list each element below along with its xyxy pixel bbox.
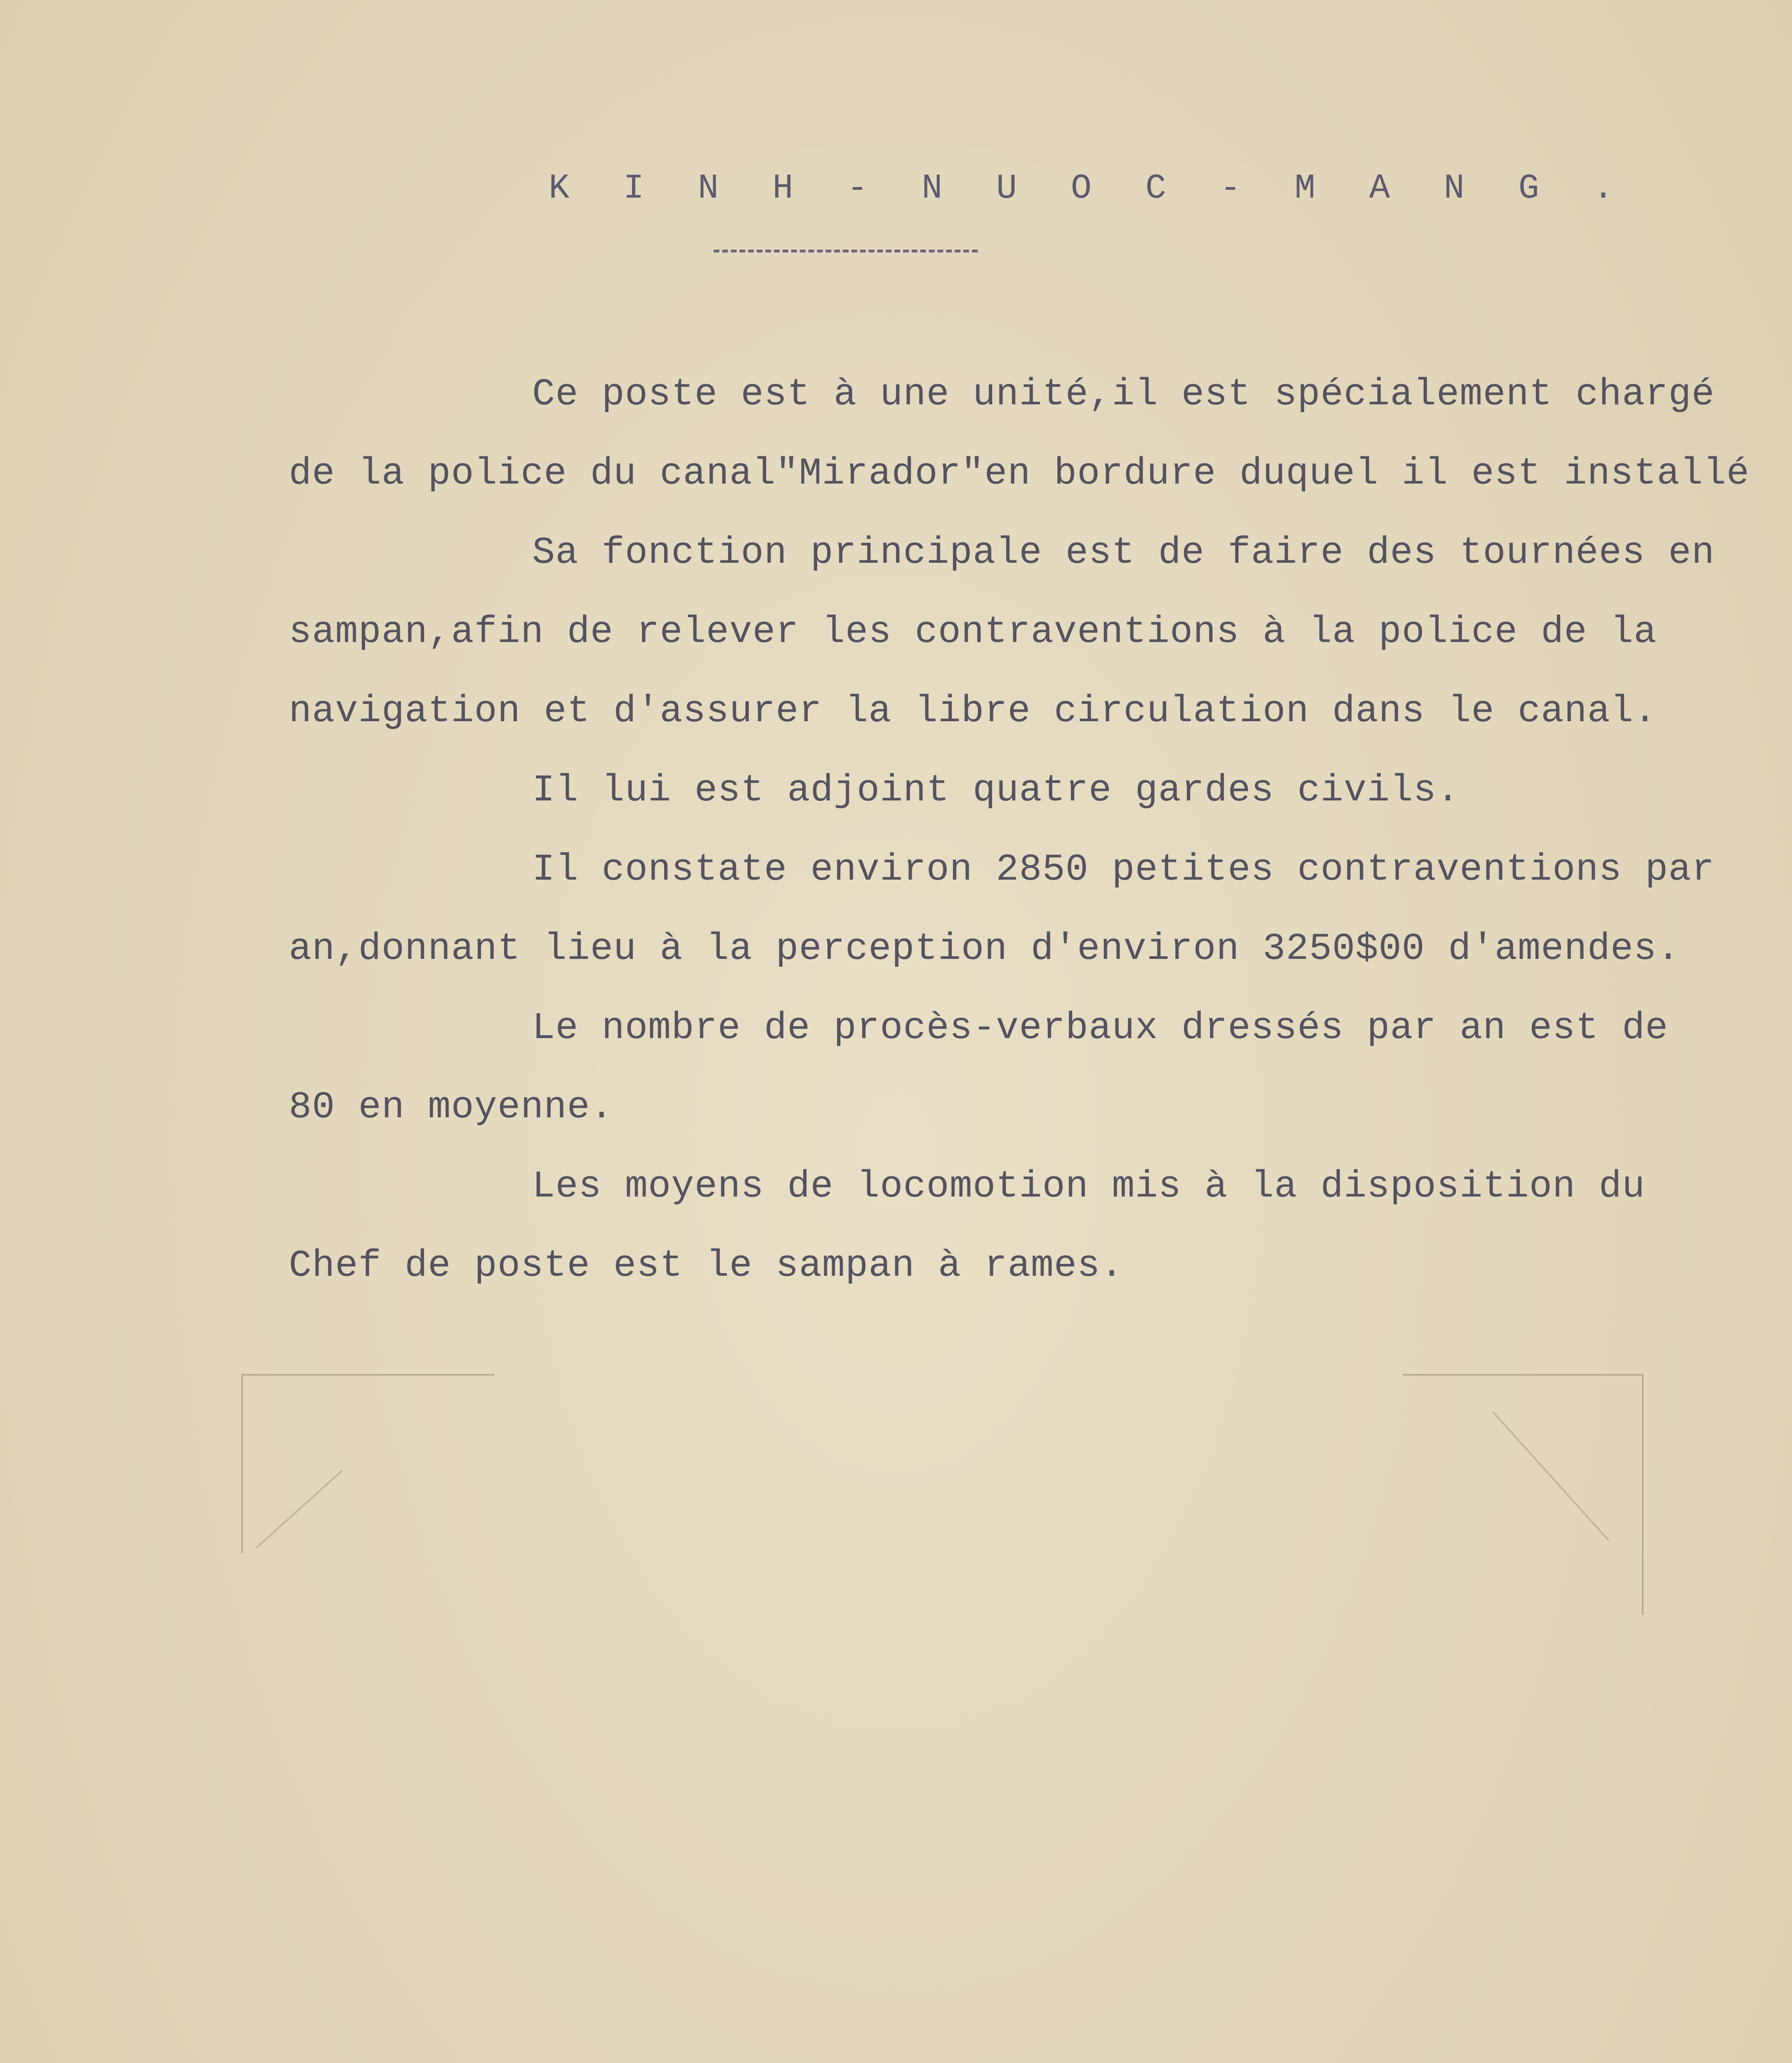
text-line: de la police du canal"Mirador"en bordure duquel il est installé bbox=[289, 452, 1750, 495]
text-line: Le nombre de procès-verbaux dressés par an est de bbox=[532, 1006, 1669, 1050]
text-line: Ce poste est à une unité,il est spécialement chargé bbox=[532, 373, 1715, 416]
text-line: Sa fonction principale est de faire des tournées en bbox=[532, 531, 1715, 574]
photo-corner-mark-top-right bbox=[1403, 1374, 1643, 1615]
text-line: Chef de poste est le sampan à rames. bbox=[289, 1244, 1124, 1287]
text-line: navigation et d'assurer la libre circulation dans le canal. bbox=[289, 689, 1657, 733]
text-line: sampan,afin de relever les contraventions à la police de la bbox=[289, 610, 1657, 654]
document-body bbox=[289, 355, 1790, 1305]
text-line: Il constate environ 2850 petites contraventions par bbox=[532, 848, 1715, 891]
text-line: an,donnant lieu à la perception d'environ 3250$00 d'amendes. bbox=[289, 927, 1680, 970]
title-underline bbox=[714, 250, 978, 253]
document-title: K I N H - N U O C - M A N G . bbox=[549, 169, 1630, 208]
text-line: Les moyens de locomotion mis à la disposition du bbox=[532, 1165, 1646, 1208]
text-line: Il lui est adjoint quatre gardes civils. bbox=[532, 769, 1460, 812]
text-line: 80 en moyenne. bbox=[289, 1086, 613, 1129]
